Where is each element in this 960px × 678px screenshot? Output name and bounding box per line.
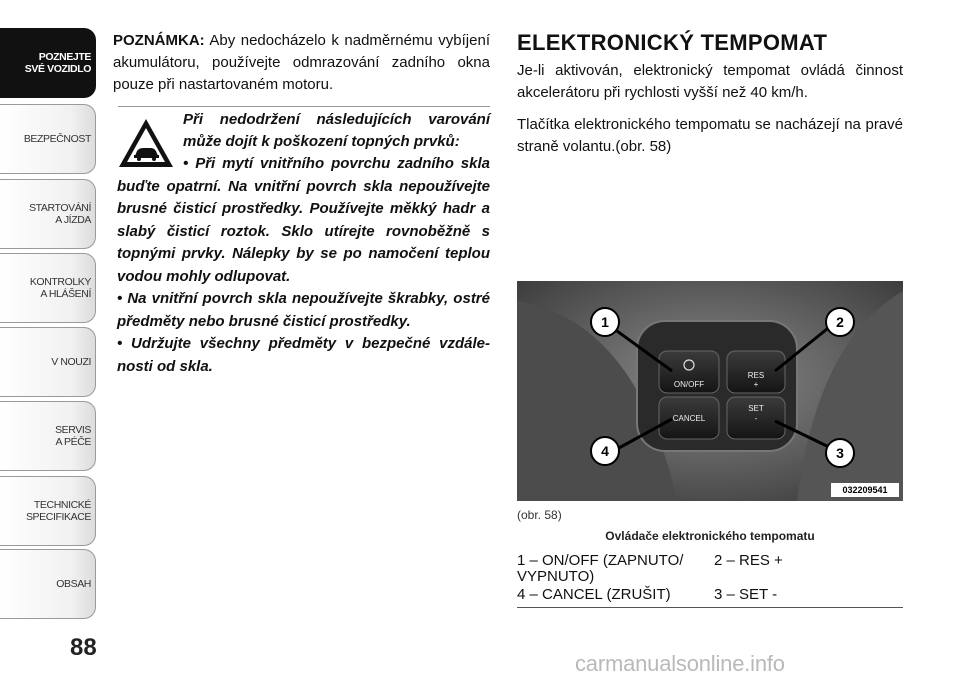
tab-obsah[interactable]: OBSAH [0,549,96,619]
warning-bullet-3: • Udržujte všechny předměty v bezpečné vzdálenosti od skla. [117,335,490,375]
figure-reference: (obr. 58) [517,508,562,522]
note-paragraph [113,30,490,96]
res-plus-sign: + [753,380,759,389]
on-off-button-label[interactable]: ON/OFF [673,380,705,389]
legend-item-1: 1 – ON/OFF (ZAPNUTO/ VYPNUTO) [517,552,684,585]
section-paragraph-2: Tlačítka elektronického tempomatu se nacházejí na pravé straně volantu.(obr. 58) [517,116,903,155]
warning-bullet-1: • Při mytí vnitřního povrchu zadního skla buďte opatrní. Na vnitřní povrch skla nepoužívejte brusné čisticí prostředky. Používejte měkký hadr a slabý čisticí roztok. Sklo utírejte rovnoběžně s topnými prvky. Nálepky by se po namočení teplou vodou mohly odlupovat. [117,155,490,285]
warning-bullet-2: • Na vnitřní povrch skla nepoužívejte škrabky, ostré předměty nebo brusné čisticí prostředky. [117,290,490,330]
page-number: 88 [70,634,97,661]
tab-v-nouzi[interactable]: V NOUZI [0,327,96,397]
cruise-control-illustration [517,281,903,501]
tab-kontrolky-a-hlaseni[interactable]: KONTROLKY A HLÁŠENÍ [0,253,96,323]
tab-technicke-specifikace[interactable]: TECHNICKÉ SPECIFIKACE [0,476,96,546]
section-paragraph-1: Je-li aktivován, elektronický tempomat ovládá činnost akcelerátoru při rychlosti vyšší než 40 km/h. [517,62,903,101]
tab-startovani-a-jizda[interactable]: STARTOVÁNÍ A JÍZDA [0,179,96,249]
warning-body [117,155,490,378]
callout-4: 4 [601,443,609,459]
legend-item-4: 4 – CANCEL (ZRUŠIT) [517,586,671,603]
tab-bezpecnost[interactable]: BEZPEČNOST [0,104,96,174]
tab-servis-a-pece[interactable]: SERVIS A PÉČE [0,401,96,471]
res-button-label[interactable]: RES [747,371,765,380]
watermark: carmanualsonline.info [575,651,785,676]
steering-wheel-photo [517,281,903,501]
warning-heading: Při nedodržení následujících varování může dojít k poškození topných prvků: [183,111,490,150]
set-button-label[interactable]: SET [748,404,764,413]
legend-divider [517,607,903,608]
note-label: POZNÁMKA: [113,32,205,49]
section-title: ELEKTRONICKÝ TEMPOMAT [517,30,828,55]
cancel-button-label[interactable]: CANCEL [672,414,706,423]
callout-3: 3 [836,445,844,461]
warning-divider [118,106,490,107]
set-minus-sign: - [754,414,758,423]
legend-item-2: 2 – RES + [714,552,783,569]
legend-item-3: 3 – SET - [714,586,778,603]
figure-caption: Ovládače elektronického tempomatu [605,529,815,543]
figure-code: 032209541 [842,485,888,495]
tab-poznejte-sve-vozidlo[interactable]: POZNEJTE SVÉ VOZIDLO [0,28,96,98]
callout-2: 2 [836,314,844,330]
callout-1: 1 [601,314,609,330]
note-text: Aby nedocházelo k nadměrnému vybíjení akumulátoru, používejte odmrazování zadního okna pouze při nastartovaném motoru. [113,32,490,93]
